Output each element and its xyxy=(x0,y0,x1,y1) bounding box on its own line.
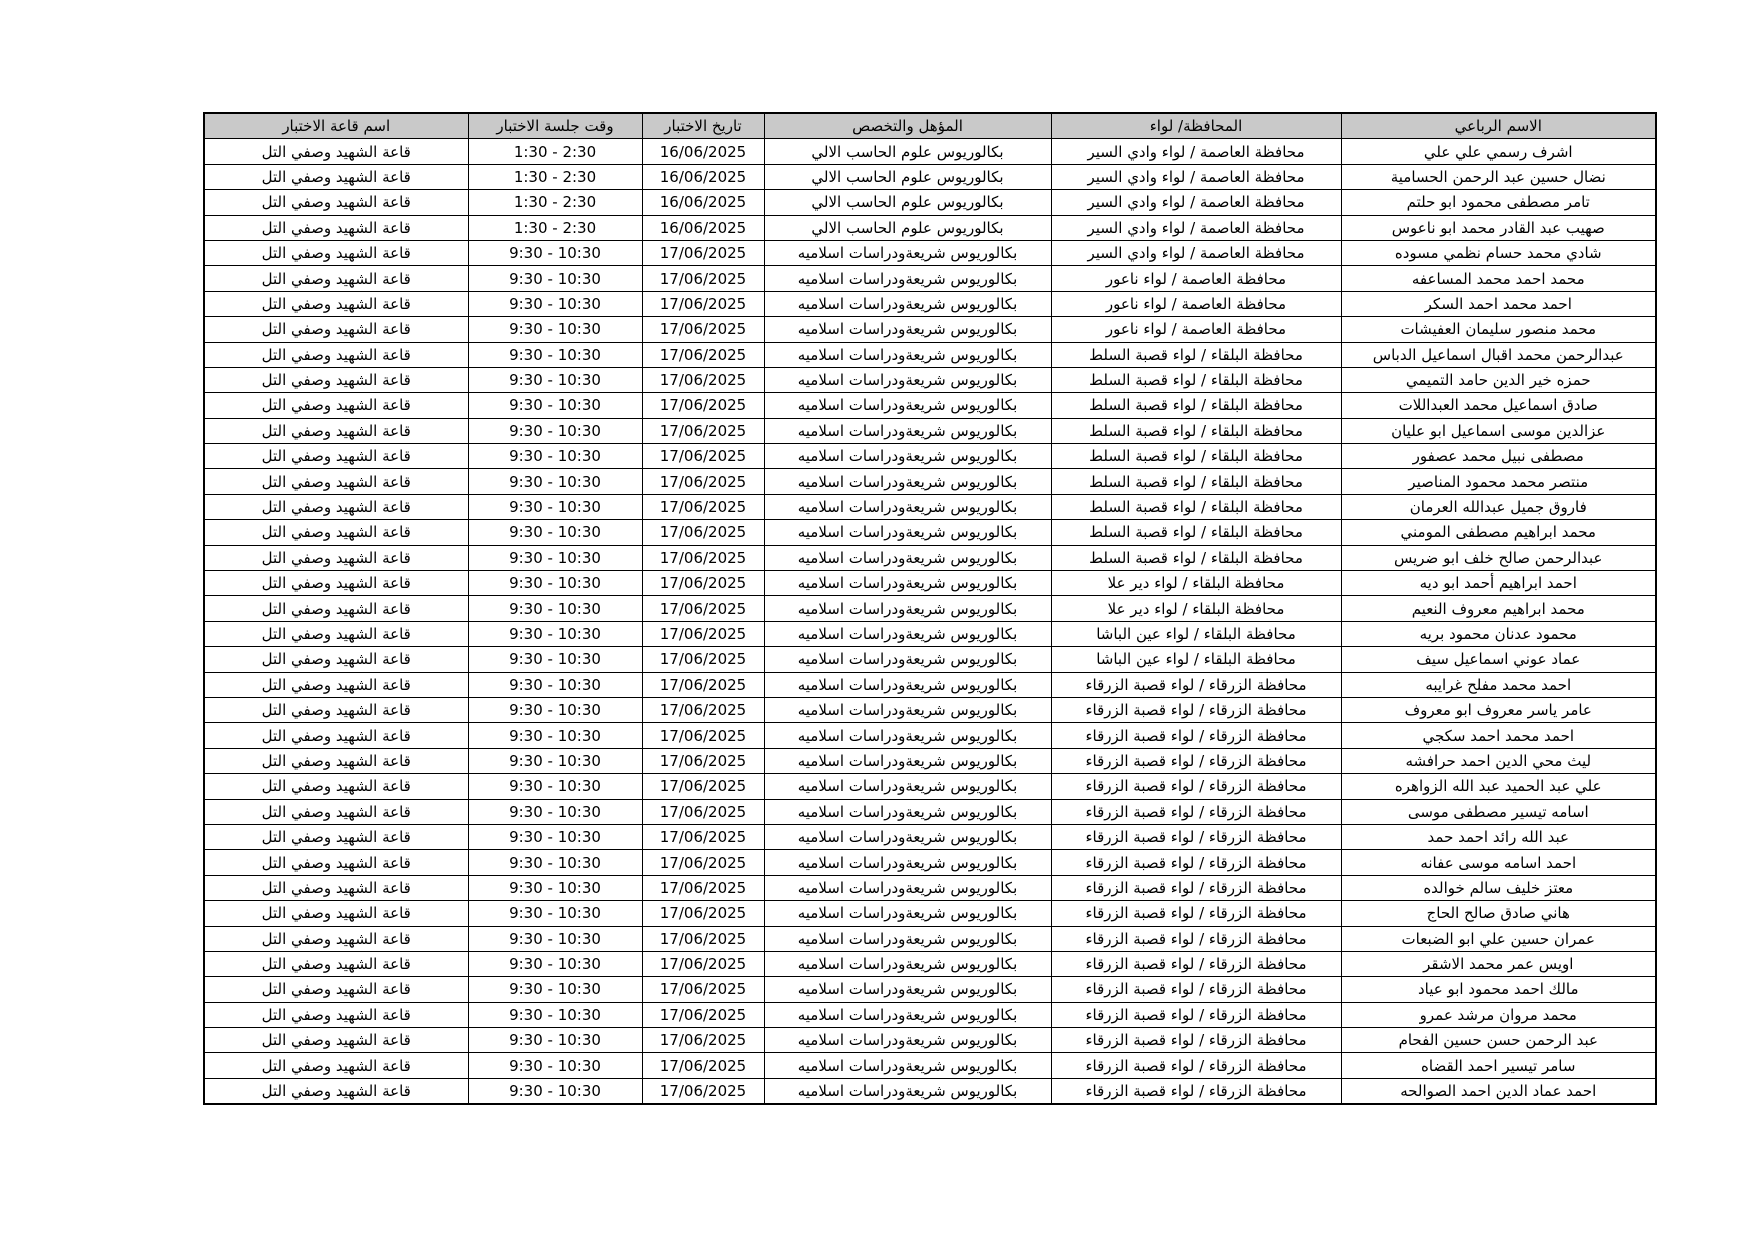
cell-exam-time: 1:30 - 2:30 xyxy=(468,215,642,240)
cell-qualification: بكالوريوس شريعةودراسات اسلاميه xyxy=(764,824,1051,849)
cell-exam-hall: قاعة الشهيد وصفي التل xyxy=(204,444,468,469)
cell-qualification: بكالوريوس شريعةودراسات اسلاميه xyxy=(764,850,1051,875)
cell-qualification: بكالوريوس شريعةودراسات اسلاميه xyxy=(764,596,1051,621)
table-row xyxy=(204,748,1656,773)
cell-exam-time: 9:30 - 10:30 xyxy=(468,494,642,519)
cell-exam-date: 17/06/2025 xyxy=(642,545,764,570)
cell-governorate: محافظة العاصمة / لواء وادي السير xyxy=(1051,240,1341,265)
cell-name: اسامه تيسير مصطفى موسى xyxy=(1341,799,1656,824)
cell-governorate: محافظة البلقاء / لواء دير علا xyxy=(1051,596,1341,621)
cell-governorate: محافظة الزرقاء / لواء قصبة الزرقاء xyxy=(1051,774,1341,799)
cell-name: معتز خليف سالم خوالده xyxy=(1341,875,1656,900)
table-row xyxy=(204,266,1656,291)
cell-exam-hall: قاعة الشهيد وصفي التل xyxy=(204,266,468,291)
cell-exam-hall: قاعة الشهيد وصفي التل xyxy=(204,951,468,976)
cell-governorate: محافظة البلقاء / لواء دير علا xyxy=(1051,571,1341,596)
cell-qualification: بكالوريوس شريعةودراسات اسلاميه xyxy=(764,571,1051,596)
table-row xyxy=(204,469,1656,494)
cell-governorate: محافظة العاصمة / لواء ناعور xyxy=(1051,317,1341,342)
cell-exam-hall: قاعة الشهيد وصفي التل xyxy=(204,621,468,646)
table-row xyxy=(204,596,1656,621)
cell-exam-time: 9:30 - 10:30 xyxy=(468,697,642,722)
cell-exam-time: 1:30 - 2:30 xyxy=(468,190,642,215)
cell-governorate: محافظة الزرقاء / لواء قصبة الزرقاء xyxy=(1051,1028,1341,1053)
cell-exam-hall: قاعة الشهيد وصفي التل xyxy=(204,342,468,367)
cell-qualification: بكالوريوس شريعةودراسات اسلاميه xyxy=(764,367,1051,392)
cell-qualification: بكالوريوس شريعةودراسات اسلاميه xyxy=(764,1078,1051,1104)
cell-exam-time: 9:30 - 10:30 xyxy=(468,774,642,799)
table-row xyxy=(204,1002,1656,1027)
table-row xyxy=(204,621,1656,646)
table-row xyxy=(204,824,1656,849)
table-row xyxy=(204,901,1656,926)
cell-exam-hall: قاعة الشهيد وصفي التل xyxy=(204,367,468,392)
cell-qualification: بكالوريوس شريعةودراسات اسلاميه xyxy=(764,901,1051,926)
cell-exam-date: 17/06/2025 xyxy=(642,951,764,976)
cell-exam-date: 17/06/2025 xyxy=(642,317,764,342)
cell-name: محمد منصور سليمان العفيشات xyxy=(1341,317,1656,342)
table-row xyxy=(204,1028,1656,1053)
cell-name: تامر مصطفى محمود ابو حلتم xyxy=(1341,190,1656,215)
cell-exam-date: 17/06/2025 xyxy=(642,977,764,1002)
cell-exam-hall: قاعة الشهيد وصفي التل xyxy=(204,697,468,722)
cell-governorate: محافظة البلقاء / لواء قصبة السلط xyxy=(1051,418,1341,443)
table-row xyxy=(204,774,1656,799)
cell-qualification: بكالوريوس شريعةودراسات اسلاميه xyxy=(764,748,1051,773)
table-row xyxy=(204,317,1656,342)
cell-name: صادق اسماعيل محمد العبداللات xyxy=(1341,393,1656,418)
cell-name: عبد الله رائد احمد حمد xyxy=(1341,824,1656,849)
header-name: الاسم الرباعي xyxy=(1341,113,1656,139)
header-exam-hall: اسم قاعة الاختبار xyxy=(204,113,468,139)
cell-exam-time: 9:30 - 10:30 xyxy=(468,926,642,951)
cell-qualification: بكالوريوس شريعةودراسات اسلاميه xyxy=(764,926,1051,951)
cell-exam-time: 1:30 - 2:30 xyxy=(468,164,642,189)
cell-governorate: محافظة البلقاء / لواء عين الباشا xyxy=(1051,621,1341,646)
cell-governorate: محافظة العاصمة / لواء وادي السير xyxy=(1051,190,1341,215)
table-row xyxy=(204,571,1656,596)
cell-exam-hall: قاعة الشهيد وصفي التل xyxy=(204,596,468,621)
cell-name: سامر تيسير احمد القضاه xyxy=(1341,1053,1656,1078)
cell-exam-hall: قاعة الشهيد وصفي التل xyxy=(204,418,468,443)
cell-exam-hall: قاعة الشهيد وصفي التل xyxy=(204,164,468,189)
table-row xyxy=(204,647,1656,672)
cell-name: مالك احمد محمود ابو عياد xyxy=(1341,977,1656,1002)
cell-exam-date: 17/06/2025 xyxy=(642,367,764,392)
cell-governorate: محافظة الزرقاء / لواء قصبة الزرقاء xyxy=(1051,875,1341,900)
cell-exam-date: 17/06/2025 xyxy=(642,418,764,443)
cell-exam-hall: قاعة الشهيد وصفي التل xyxy=(204,215,468,240)
cell-exam-date: 17/06/2025 xyxy=(642,444,764,469)
cell-exam-date: 17/06/2025 xyxy=(642,774,764,799)
cell-name: ليث محي الدين احمد حرافشه xyxy=(1341,748,1656,773)
cell-exam-date: 17/06/2025 xyxy=(642,697,764,722)
cell-governorate: محافظة الزرقاء / لواء قصبة الزرقاء xyxy=(1051,977,1341,1002)
header-governorate: المحافظة/ لواء xyxy=(1051,113,1341,139)
cell-name: مصطفى نبيل محمد عصفور xyxy=(1341,444,1656,469)
cell-exam-hall: قاعة الشهيد وصفي التل xyxy=(204,190,468,215)
cell-exam-date: 17/06/2025 xyxy=(642,266,764,291)
table-row xyxy=(204,215,1656,240)
cell-qualification: بكالوريوس شريعةودراسات اسلاميه xyxy=(764,1002,1051,1027)
table-row xyxy=(204,723,1656,748)
cell-governorate: محافظة البلقاء / لواء عين الباشا xyxy=(1051,647,1341,672)
header-qualification: المؤهل والتخصص xyxy=(764,113,1051,139)
cell-governorate: محافظة الزرقاء / لواء قصبة الزرقاء xyxy=(1051,1053,1341,1078)
cell-name: عمران حسين علي ابو الضبعات xyxy=(1341,926,1656,951)
cell-exam-hall: قاعة الشهيد وصفي التل xyxy=(204,875,468,900)
cell-qualification: بكالوريوس شريعةودراسات اسلاميه xyxy=(764,697,1051,722)
cell-exam-time: 9:30 - 10:30 xyxy=(468,1002,642,1027)
cell-name: هاني صادق صالح الحاج xyxy=(1341,901,1656,926)
cell-name: محمد ابراهيم معروف النعيم xyxy=(1341,596,1656,621)
cell-exam-date: 17/06/2025 xyxy=(642,291,764,316)
table-body xyxy=(204,139,1656,1104)
cell-exam-date: 17/06/2025 xyxy=(642,926,764,951)
cell-exam-date: 17/06/2025 xyxy=(642,850,764,875)
cell-name: احمد محمد احمد سكجي xyxy=(1341,723,1656,748)
cell-exam-hall: قاعة الشهيد وصفي التل xyxy=(204,317,468,342)
cell-exam-time: 9:30 - 10:30 xyxy=(468,621,642,646)
cell-exam-time: 9:30 - 10:30 xyxy=(468,723,642,748)
cell-exam-time: 9:30 - 10:30 xyxy=(468,1053,642,1078)
table-row xyxy=(204,164,1656,189)
cell-name: احمد محمد مفلح غرايبه xyxy=(1341,672,1656,697)
cell-exam-time: 9:30 - 10:30 xyxy=(468,317,642,342)
cell-governorate: محافظة الزرقاء / لواء قصبة الزرقاء xyxy=(1051,926,1341,951)
cell-name: محمود عدنان محمود بريه xyxy=(1341,621,1656,646)
cell-exam-time: 9:30 - 10:30 xyxy=(468,977,642,1002)
cell-governorate: محافظة البلقاء / لواء قصبة السلط xyxy=(1051,367,1341,392)
cell-exam-hall: قاعة الشهيد وصفي التل xyxy=(204,520,468,545)
cell-exam-hall: قاعة الشهيد وصفي التل xyxy=(204,1002,468,1027)
cell-qualification: بكالوريوس شريعةودراسات اسلاميه xyxy=(764,342,1051,367)
cell-governorate: محافظة الزرقاء / لواء قصبة الزرقاء xyxy=(1051,850,1341,875)
cell-exam-time: 9:30 - 10:30 xyxy=(468,1028,642,1053)
cell-exam-date: 17/06/2025 xyxy=(642,901,764,926)
cell-exam-hall: قاعة الشهيد وصفي التل xyxy=(204,545,468,570)
cell-qualification: بكالوريوس شريعةودراسات اسلاميه xyxy=(764,951,1051,976)
cell-exam-date: 17/06/2025 xyxy=(642,1053,764,1078)
table-row xyxy=(204,367,1656,392)
cell-exam-date: 17/06/2025 xyxy=(642,494,764,519)
cell-name: عبدالرحمن محمد اقبال اسماعيل الدباس xyxy=(1341,342,1656,367)
cell-exam-date: 17/06/2025 xyxy=(642,240,764,265)
cell-governorate: محافظة البلقاء / لواء قصبة السلط xyxy=(1051,520,1341,545)
cell-qualification: بكالوريوس شريعةودراسات اسلاميه xyxy=(764,291,1051,316)
cell-exam-time: 9:30 - 10:30 xyxy=(468,824,642,849)
table-row xyxy=(204,418,1656,443)
cell-qualification: بكالوريوس شريعةودراسات اسلاميه xyxy=(764,520,1051,545)
cell-exam-time: 9:30 - 10:30 xyxy=(468,545,642,570)
cell-exam-time: 9:30 - 10:30 xyxy=(468,266,642,291)
cell-qualification: بكالوريوس شريعةودراسات اسلاميه xyxy=(764,494,1051,519)
cell-governorate: محافظة الزرقاء / لواء قصبة الزرقاء xyxy=(1051,951,1341,976)
cell-exam-hall: قاعة الشهيد وصفي التل xyxy=(204,494,468,519)
cell-governorate: محافظة البلقاء / لواء قصبة السلط xyxy=(1051,342,1341,367)
cell-qualification: بكالوريوس شريعةودراسات اسلاميه xyxy=(764,977,1051,1002)
cell-exam-hall: قاعة الشهيد وصفي التل xyxy=(204,1053,468,1078)
table-row xyxy=(204,444,1656,469)
cell-governorate: محافظة الزرقاء / لواء قصبة الزرقاء xyxy=(1051,1002,1341,1027)
cell-qualification: بكالوريوس علوم الحاسب الالي xyxy=(764,190,1051,215)
cell-qualification: بكالوريوس شريعةودراسات اسلاميه xyxy=(764,240,1051,265)
cell-name: صهيب عبد القادر محمد ابو ناعوس xyxy=(1341,215,1656,240)
cell-exam-time: 9:30 - 10:30 xyxy=(468,901,642,926)
cell-qualification: بكالوريوس شريعةودراسات اسلاميه xyxy=(764,672,1051,697)
cell-exam-date: 17/06/2025 xyxy=(642,723,764,748)
table-row xyxy=(204,1053,1656,1078)
cell-qualification: بكالوريوس شريعةودراسات اسلاميه xyxy=(764,1028,1051,1053)
table-row xyxy=(204,697,1656,722)
table-row xyxy=(204,494,1656,519)
cell-name: عزالدين موسى اسماعيل ابو عليان xyxy=(1341,418,1656,443)
cell-exam-date: 17/06/2025 xyxy=(642,393,764,418)
cell-qualification: بكالوريوس شريعةودراسات اسلاميه xyxy=(764,545,1051,570)
cell-exam-time: 9:30 - 10:30 xyxy=(468,520,642,545)
cell-qualification: بكالوريوس شريعةودراسات اسلاميه xyxy=(764,723,1051,748)
header-exam-date: تاريخ الاختبار xyxy=(642,113,764,139)
table-row xyxy=(204,875,1656,900)
cell-name: احمد ابراهيم أحمد ابو ديه xyxy=(1341,571,1656,596)
cell-exam-hall: قاعة الشهيد وصفي التل xyxy=(204,1078,468,1104)
cell-exam-date: 16/06/2025 xyxy=(642,190,764,215)
cell-exam-time: 1:30 - 2:30 xyxy=(468,139,642,164)
cell-exam-date: 17/06/2025 xyxy=(642,621,764,646)
cell-exam-time: 9:30 - 10:30 xyxy=(468,672,642,697)
cell-name: منتصر محمد محمود المناصير xyxy=(1341,469,1656,494)
cell-exam-hall: قاعة الشهيد وصفي التل xyxy=(204,469,468,494)
cell-exam-hall: قاعة الشهيد وصفي التل xyxy=(204,393,468,418)
cell-exam-time: 9:30 - 10:30 xyxy=(468,748,642,773)
cell-exam-date: 17/06/2025 xyxy=(642,824,764,849)
header-exam-time: وقت جلسة الاختبار xyxy=(468,113,642,139)
cell-exam-date: 17/06/2025 xyxy=(642,1028,764,1053)
cell-governorate: محافظة العاصمة / لواء ناعور xyxy=(1051,291,1341,316)
cell-qualification: بكالوريوس شريعةودراسات اسلاميه xyxy=(764,621,1051,646)
cell-name: عبدالرحمن صالح خلف ابو ضريس xyxy=(1341,545,1656,570)
table-row xyxy=(204,850,1656,875)
cell-exam-time: 9:30 - 10:30 xyxy=(468,799,642,824)
cell-name: عبد الرحمن حسن حسين الفحام xyxy=(1341,1028,1656,1053)
table-row xyxy=(204,393,1656,418)
cell-name: محمد مروان مرشد عمرو xyxy=(1341,1002,1656,1027)
cell-exam-date: 17/06/2025 xyxy=(642,1002,764,1027)
table-row xyxy=(204,139,1656,164)
cell-exam-time: 9:30 - 10:30 xyxy=(468,342,642,367)
cell-exam-time: 9:30 - 10:30 xyxy=(468,469,642,494)
cell-governorate: محافظة الزرقاء / لواء قصبة الزرقاء xyxy=(1051,748,1341,773)
cell-governorate: محافظة البلقاء / لواء قصبة السلط xyxy=(1051,494,1341,519)
cell-exam-hall: قاعة الشهيد وصفي التل xyxy=(204,139,468,164)
cell-qualification: بكالوريوس شريعةودراسات اسلاميه xyxy=(764,444,1051,469)
cell-exam-hall: قاعة الشهيد وصفي التل xyxy=(204,647,468,672)
cell-exam-hall: قاعة الشهيد وصفي التل xyxy=(204,723,468,748)
cell-governorate: محافظة الزرقاء / لواء قصبة الزرقاء xyxy=(1051,799,1341,824)
cell-name: اويس عمر محمد الاشقر xyxy=(1341,951,1656,976)
cell-exam-time: 9:30 - 10:30 xyxy=(468,571,642,596)
cell-exam-date: 17/06/2025 xyxy=(642,520,764,545)
cell-name: اشرف رسمي علي علي xyxy=(1341,139,1656,164)
cell-name: محمد احمد محمد المساعفه xyxy=(1341,266,1656,291)
cell-exam-date: 17/06/2025 xyxy=(642,469,764,494)
cell-exam-time: 9:30 - 10:30 xyxy=(468,367,642,392)
cell-governorate: محافظة الزرقاء / لواء قصبة الزرقاء xyxy=(1051,672,1341,697)
exam-schedule-table xyxy=(203,112,1657,1105)
cell-exam-date: 17/06/2025 xyxy=(642,342,764,367)
table-row xyxy=(204,520,1656,545)
table-row xyxy=(204,977,1656,1002)
table-row xyxy=(204,342,1656,367)
cell-governorate: محافظة البلقاء / لواء قصبة السلط xyxy=(1051,469,1341,494)
cell-name: محمد ابراهيم مصطفى المومني xyxy=(1341,520,1656,545)
cell-exam-hall: قاعة الشهيد وصفي التل xyxy=(204,748,468,773)
cell-qualification: بكالوريوس علوم الحاسب الالي xyxy=(764,215,1051,240)
cell-exam-date: 17/06/2025 xyxy=(642,748,764,773)
cell-exam-time: 9:30 - 10:30 xyxy=(468,393,642,418)
cell-exam-date: 17/06/2025 xyxy=(642,799,764,824)
cell-name: عامر ياسر معروف ابو معروف xyxy=(1341,697,1656,722)
cell-name: شادي محمد حسام نظمي مسوده xyxy=(1341,240,1656,265)
cell-exam-hall: قاعة الشهيد وصفي التل xyxy=(204,291,468,316)
cell-exam-hall: قاعة الشهيد وصفي التل xyxy=(204,774,468,799)
cell-exam-time: 9:30 - 10:30 xyxy=(468,1078,642,1104)
table-row xyxy=(204,1078,1656,1104)
cell-exam-date: 16/06/2025 xyxy=(642,164,764,189)
cell-exam-time: 9:30 - 10:30 xyxy=(468,418,642,443)
cell-qualification: بكالوريوس شريعةودراسات اسلاميه xyxy=(764,418,1051,443)
cell-governorate: محافظة البلقاء / لواء قصبة السلط xyxy=(1051,545,1341,570)
cell-exam-time: 9:30 - 10:30 xyxy=(468,596,642,621)
cell-name: حمزه خير الدين حامد التميمي xyxy=(1341,367,1656,392)
cell-name: احمد محمد احمد السكر xyxy=(1341,291,1656,316)
cell-exam-time: 9:30 - 10:30 xyxy=(468,444,642,469)
cell-qualification: بكالوريوس شريعةودراسات اسلاميه xyxy=(764,875,1051,900)
cell-qualification: بكالوريوس علوم الحاسب الالي xyxy=(764,164,1051,189)
cell-exam-time: 9:30 - 10:30 xyxy=(468,951,642,976)
cell-exam-time: 9:30 - 10:30 xyxy=(468,291,642,316)
cell-exam-time: 9:30 - 10:30 xyxy=(468,875,642,900)
cell-exam-hall: قاعة الشهيد وصفي التل xyxy=(204,926,468,951)
cell-exam-time: 9:30 - 10:30 xyxy=(468,647,642,672)
table-row xyxy=(204,240,1656,265)
table-row xyxy=(204,951,1656,976)
cell-governorate: محافظة البلقاء / لواء قصبة السلط xyxy=(1051,444,1341,469)
cell-qualification: بكالوريوس شريعةودراسات اسلاميه xyxy=(764,266,1051,291)
cell-exam-date: 17/06/2025 xyxy=(642,1078,764,1104)
cell-qualification: بكالوريوس شريعةودراسات اسلاميه xyxy=(764,799,1051,824)
cell-exam-date: 17/06/2025 xyxy=(642,596,764,621)
cell-qualification: بكالوريوس شريعةودراسات اسلاميه xyxy=(764,647,1051,672)
header-row xyxy=(204,113,1656,139)
cell-governorate: محافظة الزرقاء / لواء قصبة الزرقاء xyxy=(1051,1078,1341,1104)
cell-governorate: محافظة العاصمة / لواء وادي السير xyxy=(1051,215,1341,240)
cell-governorate: محافظة الزرقاء / لواء قصبة الزرقاء xyxy=(1051,697,1341,722)
cell-governorate: محافظة الزرقاء / لواء قصبة الزرقاء xyxy=(1051,901,1341,926)
cell-exam-date: 17/06/2025 xyxy=(642,571,764,596)
cell-exam-date: 17/06/2025 xyxy=(642,647,764,672)
cell-qualification: بكالوريوس شريعةودراسات اسلاميه xyxy=(764,469,1051,494)
cell-qualification: بكالوريوس شريعةودراسات اسلاميه xyxy=(764,393,1051,418)
table-row xyxy=(204,545,1656,570)
exam-schedule-sheet xyxy=(203,112,1655,1105)
cell-qualification: بكالوريوس شريعةودراسات اسلاميه xyxy=(764,317,1051,342)
cell-governorate: محافظة العاصمة / لواء وادي السير xyxy=(1051,164,1341,189)
cell-qualification: بكالوريوس شريعةودراسات اسلاميه xyxy=(764,1053,1051,1078)
cell-exam-hall: قاعة الشهيد وصفي التل xyxy=(204,824,468,849)
cell-name: نضال حسين عبد الرحمن الحسامية xyxy=(1341,164,1656,189)
cell-governorate: محافظة البلقاء / لواء قصبة السلط xyxy=(1051,393,1341,418)
cell-name: علي عبد الحميد عبد الله الزواهره xyxy=(1341,774,1656,799)
cell-exam-hall: قاعة الشهيد وصفي التل xyxy=(204,977,468,1002)
cell-exam-hall: قاعة الشهيد وصفي التل xyxy=(204,799,468,824)
cell-exam-date: 17/06/2025 xyxy=(642,875,764,900)
cell-name: عماد عوني اسماعيل سيف xyxy=(1341,647,1656,672)
cell-governorate: محافظة العاصمة / لواء وادي السير xyxy=(1051,139,1341,164)
cell-qualification: بكالوريوس شريعةودراسات اسلاميه xyxy=(764,774,1051,799)
cell-governorate: محافظة الزرقاء / لواء قصبة الزرقاء xyxy=(1051,824,1341,849)
cell-name: احمد عماد الدين احمد الصوالحه xyxy=(1341,1078,1656,1104)
table-row xyxy=(204,926,1656,951)
cell-exam-time: 9:30 - 10:30 xyxy=(468,850,642,875)
cell-exam-hall: قاعة الشهيد وصفي التل xyxy=(204,901,468,926)
table-row xyxy=(204,291,1656,316)
cell-exam-date: 17/06/2025 xyxy=(642,672,764,697)
table-row xyxy=(204,799,1656,824)
cell-exam-hall: قاعة الشهيد وصفي التل xyxy=(204,850,468,875)
table-row xyxy=(204,672,1656,697)
cell-exam-hall: قاعة الشهيد وصفي التل xyxy=(204,672,468,697)
cell-governorate: محافظة الزرقاء / لواء قصبة الزرقاء xyxy=(1051,723,1341,748)
cell-governorate: محافظة العاصمة / لواء ناعور xyxy=(1051,266,1341,291)
cell-exam-date: 16/06/2025 xyxy=(642,139,764,164)
cell-exam-date: 16/06/2025 xyxy=(642,215,764,240)
cell-name: فاروق جميل عبدالله العرمان xyxy=(1341,494,1656,519)
cell-exam-hall: قاعة الشهيد وصفي التل xyxy=(204,240,468,265)
cell-name: احمد اسامه موسى عفانه xyxy=(1341,850,1656,875)
cell-exam-hall: قاعة الشهيد وصفي التل xyxy=(204,571,468,596)
table-row xyxy=(204,190,1656,215)
cell-exam-hall: قاعة الشهيد وصفي التل xyxy=(204,1028,468,1053)
cell-exam-time: 9:30 - 10:30 xyxy=(468,240,642,265)
cell-qualification: بكالوريوس علوم الحاسب الالي xyxy=(764,139,1051,164)
